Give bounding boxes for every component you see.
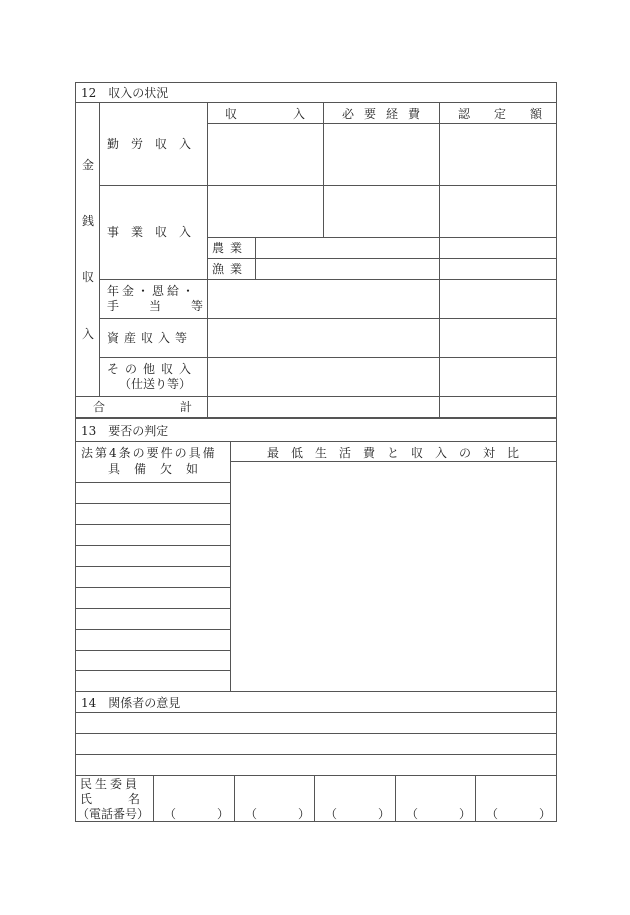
sub-label-agriculture: 農業 bbox=[212, 241, 249, 255]
row-label-other-income-note: （仕送り等） bbox=[119, 377, 192, 391]
rule bbox=[99, 102, 100, 396]
rule bbox=[75, 102, 557, 103]
section-13-title: 13 要否の判定 bbox=[81, 424, 169, 438]
header-comparison: 最低生活費と収入の対比 bbox=[267, 446, 532, 460]
row-label-other-income: その他収入 bbox=[107, 362, 198, 376]
row-label-pension-line2: 手当等 bbox=[107, 299, 234, 313]
row-label-employment-income: 勤労収入 bbox=[107, 137, 204, 151]
header-expenses: 必要経費 bbox=[342, 107, 431, 121]
rule bbox=[230, 461, 557, 462]
commissioner-label-line3: （電話番号） bbox=[77, 807, 150, 821]
rule bbox=[75, 691, 557, 692]
header-requirements-line1: 法第4条の要件の具備 bbox=[81, 446, 217, 460]
rule bbox=[255, 237, 256, 279]
rule bbox=[75, 733, 557, 734]
rule bbox=[75, 503, 230, 504]
commissioner-label-line2: 氏名 bbox=[80, 792, 177, 806]
row-label-business-income: 事業収入 bbox=[107, 225, 204, 239]
rule bbox=[75, 670, 230, 671]
rule bbox=[439, 102, 440, 417]
rule bbox=[75, 545, 230, 546]
row-label-asset-income: 資産収入等 bbox=[107, 331, 193, 345]
rule bbox=[75, 524, 230, 525]
rule bbox=[207, 258, 557, 259]
side-label-char: 入 bbox=[82, 327, 95, 341]
side-label-char: 銭 bbox=[82, 214, 95, 228]
side-label-char: 金 bbox=[82, 158, 95, 172]
rule bbox=[207, 237, 557, 238]
rule bbox=[207, 123, 557, 124]
header-requirements-line2: 具備欠如 bbox=[108, 462, 213, 476]
commissioner-label-line1: 民生委員 bbox=[80, 777, 141, 791]
form-border-bottom bbox=[75, 821, 557, 822]
rule bbox=[230, 441, 231, 691]
side-label-char: 収 bbox=[82, 270, 95, 284]
form-border-right bbox=[556, 82, 557, 822]
section-14-title: 14 関係者の意見 bbox=[81, 696, 181, 710]
rule bbox=[323, 102, 324, 237]
rule bbox=[75, 608, 230, 609]
rule bbox=[75, 712, 557, 713]
phone-parentheses: （） bbox=[164, 807, 271, 821]
rule bbox=[75, 396, 557, 397]
row-label-pension-line1: 年金・恩給・ bbox=[107, 284, 198, 298]
form-border-left bbox=[75, 82, 76, 822]
section-12-title: 12 収入の状況 bbox=[81, 86, 169, 100]
rule bbox=[75, 650, 230, 651]
form-border-top bbox=[75, 82, 557, 83]
rule bbox=[207, 102, 208, 417]
rule bbox=[75, 754, 557, 755]
rule bbox=[75, 587, 230, 588]
header-income: 収入 bbox=[225, 107, 362, 121]
rule bbox=[75, 775, 557, 776]
rule bbox=[99, 185, 557, 186]
row-label-total: 合計 bbox=[93, 400, 268, 414]
rule bbox=[75, 629, 230, 630]
rule bbox=[75, 441, 557, 442]
rule bbox=[99, 357, 557, 358]
header-recognized-amount: 認定額 bbox=[458, 107, 567, 121]
rule-double bbox=[75, 417, 557, 419]
phone-parentheses: （） bbox=[245, 807, 352, 821]
phone-parentheses: （） bbox=[325, 807, 432, 821]
rule bbox=[75, 566, 230, 567]
phone-parentheses: （） bbox=[406, 807, 513, 821]
rule bbox=[99, 279, 557, 280]
phone-parentheses: （） bbox=[486, 807, 593, 821]
sub-label-fishery: 漁業 bbox=[212, 262, 249, 276]
rule bbox=[75, 482, 230, 483]
rule bbox=[99, 318, 557, 319]
